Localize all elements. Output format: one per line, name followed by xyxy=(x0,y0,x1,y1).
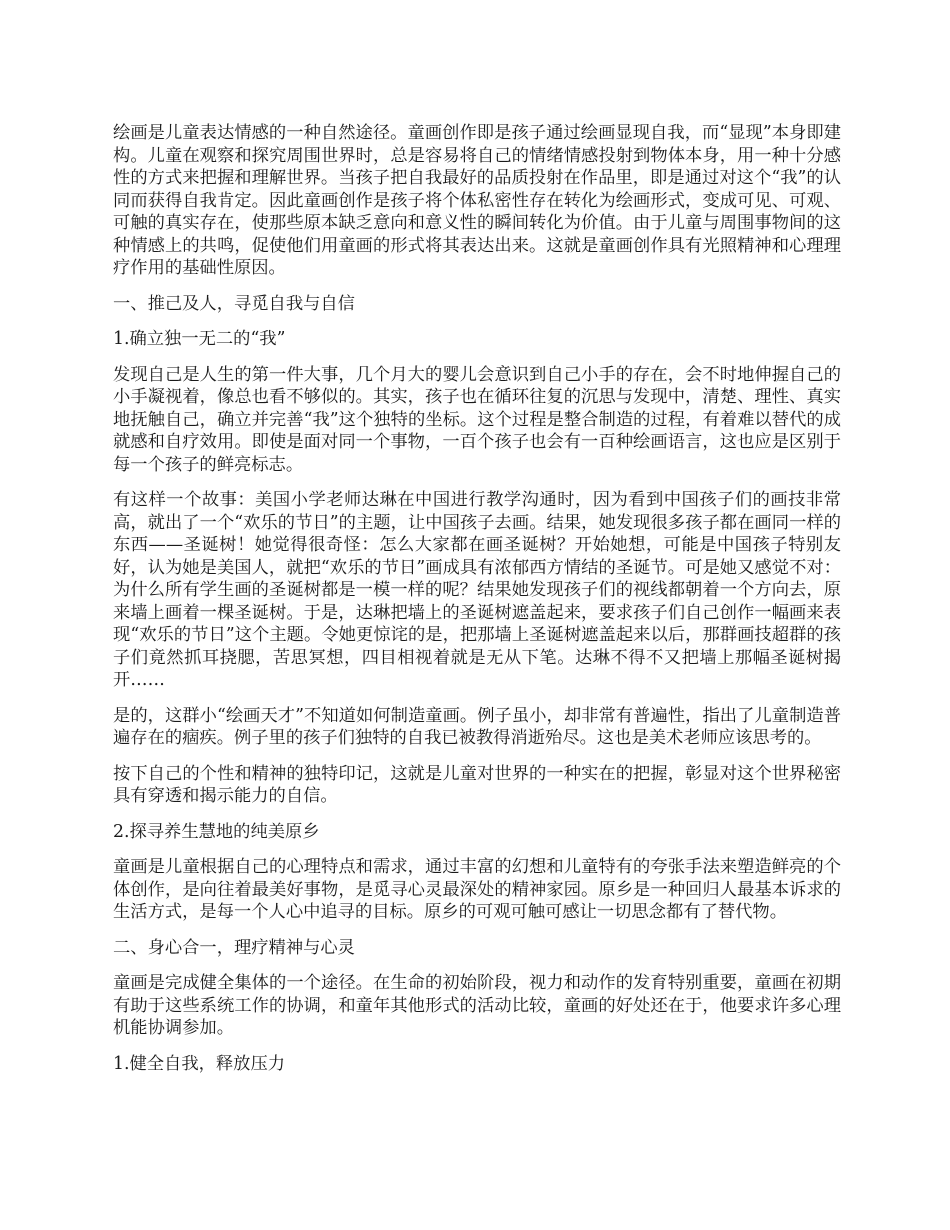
document-body xyxy=(113,122,841,1088)
paragraph-reflection: 是的，这群小“绘画天才”不知道如何制造童画。例子虽小，却非常有普遍性，指出了儿童制造普遍存在的痼疾。例子里的孩子们独特的自我已被教得消逝殆尽。这也是美术老师应该思考的。 xyxy=(113,705,841,748)
subsection-heading-1-2: 2.探寻养生慧地的纯美原乡 xyxy=(113,821,320,842)
subsection-heading-1-1: 1.确立独一无二的“我” xyxy=(113,329,286,349)
paragraph-story: 有这样一个故事：美国小学老师达琳在中国进行教学沟通时，因为看到中国孩子们的画技非常高，就出了一个“欢乐的节日”的主题，让中国孩子去画。结果，她发现很多孩子都在画同一样的东西——圣诞树！她觉得很奇怪：怎么大家都在画圣诞树？开始她想，可能是中国孩子特别友好，认为她是美国人，就把“欢乐的节日”画成具有浓郁西方情结的圣诞节。可是她又感觉不对：为什么所有学生画的圣诞树都是一模一样的呢？结果她发现孩子们的视线都朝着一个方向去，原来墙上画着一棵圣诞树。于是，达琳把墙上的圣诞树遮盖起来，要求孩子们自己创作一幅画来表现“欢乐的节日”这个主题。令她更惊诧的是，把那墙上圣诞树遮盖起来以后，那群画技超群的孩子们竟然抓耳挠腮，苦思冥想，四目相视着就是无从下笔。达琳不得不又把墙上那幅圣诞树揭开…… xyxy=(113,490,841,690)
paragraph-confidence: 按下自己的个性和精神的独特印记，这就是儿童对世界的一种实在的把握，彰显对这个世界秘密具有穿透和揭示能力的自信。 xyxy=(113,763,841,806)
paragraph-self-discovery: 发现自己是人生的第一件大事，几个月大的婴儿会意识到自己小手的存在，会不时地伸握自己的小手凝视着，像总也看不够似的。其实，孩子也在循环往复的沉思与发现中，清楚、理性、真实地抚触自己，确立并完善“我”这个独特的坐标。这个过程是整合制造的过程，有着难以替代的成就感和自疗效用。即使是面对同一个事物，一百个孩子也会有一百种绘画语言，这也应是区别于每一个孩子的鲜亮标志。 xyxy=(113,364,841,475)
section-heading-1: 一、推己及人，寻觅自我与自信 xyxy=(113,293,355,314)
section-heading-2: 二、身心合一，理疗精神与心灵 xyxy=(113,937,355,958)
subsection-heading-2-1: 1.健全自我，释放压力 xyxy=(113,1053,286,1074)
paragraph-intro: 绘画是儿童表达情感的一种自然途径。童画创作即是孩子通过绘画显现自我，而“显现”本身即建构。儿童在观察和探究周围世界时，总是容易将自己的情绪情感投射到物体本身，用一种十分感性的方式来把握和理解世界。当孩子把自我最好的品质投射在作品里，即是通过对这个“我”的认同而获得自我肯定。因此童画创作是孩子将个体私密性存在转化为绘画形式，变成可见、可观、可触的真实存在，使那些原本缺乏意向和意义性的瞬间转化为价值。由于儿童与周围事物间的这种情感上的共鸣，促使他们用童画的形式将其表达出来。这就是童画创作具有光照精神和心理理疗作用的基础性原因。 xyxy=(113,123,841,278)
paragraph-homeland: 童画是儿童根据自己的心理特点和需求，通过丰富的幻想和儿童特有的夸张手法来塑造鲜亮的个体创作，是向往着最美好事物，是觅寻心灵最深处的精神家园。原乡是一种回归人最基本诉求的生活方式，是每一个人心中追寻的目标。原乡的可观可触可感让一切思念都有了替代物。 xyxy=(113,857,841,922)
paragraph-body-mind: 童画是完成健全集体的一个途径。在生命的初始阶段，视力和动作的发育特别重要，童画在初期有助于这些系统工作的协调，和童年其他形式的活动比较，童画的好处还在于，他要求许多心理机能协调参加。 xyxy=(113,973,841,1038)
